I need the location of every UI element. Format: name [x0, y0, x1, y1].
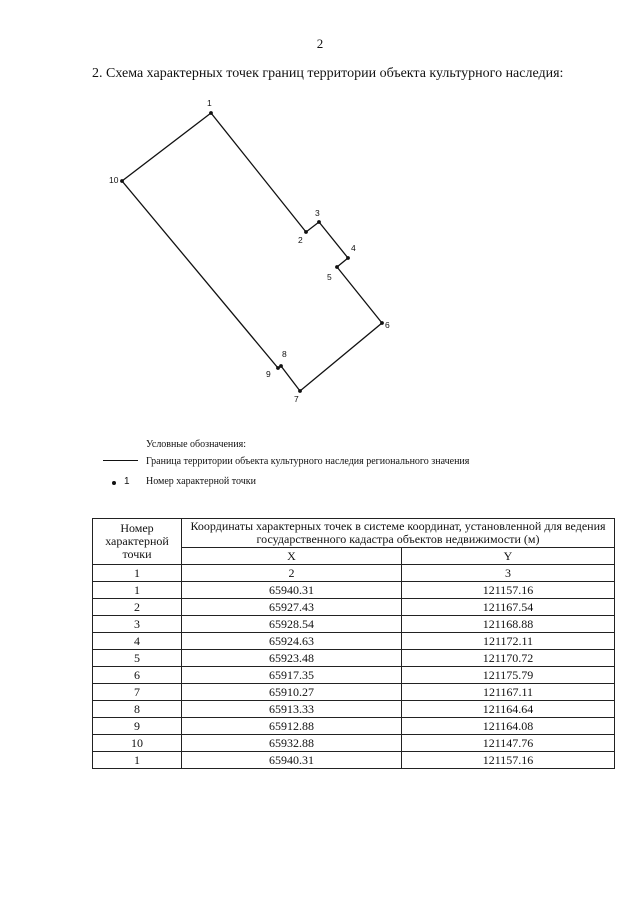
- point-number-cell: 9: [93, 718, 182, 735]
- table-row: [93, 582, 615, 599]
- point-label-6: 6: [385, 320, 390, 330]
- table-row: [93, 752, 615, 769]
- legend-boundary-line: [103, 460, 138, 461]
- x-coordinate-cell: 65924.63: [182, 633, 402, 650]
- coordinates-table: [92, 518, 615, 769]
- point-label-4: 4: [351, 243, 356, 253]
- index-cell: 1: [93, 565, 182, 582]
- table-row: [93, 667, 615, 684]
- x-coordinate-cell: 65917.35: [182, 667, 402, 684]
- y-coordinate-cell: 121147.76: [402, 735, 615, 752]
- boundary-polygon: [122, 113, 382, 391]
- table-row: [93, 718, 615, 735]
- point-marker-3: [317, 220, 321, 224]
- x-coordinate-cell: 65912.88: [182, 718, 402, 735]
- point-marker-2: [304, 230, 308, 234]
- point-marker-1: [209, 111, 213, 115]
- point-label-2: 2: [298, 235, 303, 245]
- point-number-cell: 6: [93, 667, 182, 684]
- y-coordinate-cell: 121167.54: [402, 599, 615, 616]
- point-marker-9: [276, 366, 280, 370]
- point-number-cell: 10: [93, 735, 182, 752]
- table-row: [93, 599, 615, 616]
- point-marker-6: [380, 321, 384, 325]
- boundary-scheme: [0, 0, 640, 420]
- y-coordinate-cell: 121172.11: [402, 633, 615, 650]
- x-coordinate-cell: 65928.54: [182, 616, 402, 633]
- x-coordinate-cell: 65940.31: [182, 582, 402, 599]
- point-number-cell: 1: [93, 582, 182, 599]
- point-marker-4: [346, 256, 350, 260]
- x-coordinate-cell: 65940.31: [182, 752, 402, 769]
- legend-point-text: Номер характерной точки: [146, 476, 256, 487]
- point-number-cell: 3: [93, 616, 182, 633]
- y-coordinate-cell: 121170.72: [402, 650, 615, 667]
- page-number: 2: [316, 36, 324, 51]
- point-marker-10: [120, 179, 124, 183]
- legend-title: Условные обозначения:: [146, 439, 247, 450]
- point-label-1: 1: [207, 98, 212, 108]
- header-coordinates: Координаты характерных точек в системе координат, установленной для ведения государственного кадастра объектов недвижимости (м): [182, 519, 615, 548]
- header-y: Y: [402, 548, 615, 565]
- table-row: [93, 616, 615, 633]
- x-coordinate-cell: 65910.27: [182, 684, 402, 701]
- legend-point-number: 1: [124, 476, 130, 487]
- index-cell: 2: [182, 565, 402, 582]
- legend-boundary-text: Граница территории объекта культурного наследия регионального значения: [146, 456, 470, 467]
- table-row: [93, 735, 615, 752]
- header-point-number: Номер характерной точки: [93, 519, 182, 565]
- y-coordinate-cell: 121157.16: [402, 582, 615, 599]
- point-number-cell: 5: [93, 650, 182, 667]
- y-coordinate-cell: 121168.88: [402, 616, 615, 633]
- section-title: 2. Схема характерных точек границ территории объекта культурного наследия:: [92, 66, 564, 81]
- point-label-5: 5: [327, 272, 332, 282]
- table-row: [93, 650, 615, 667]
- x-coordinate-cell: 65932.88: [182, 735, 402, 752]
- y-coordinate-cell: 121167.11: [402, 684, 615, 701]
- point-number-cell: 2: [93, 599, 182, 616]
- point-label-9: 9: [266, 369, 271, 379]
- x-coordinate-cell: 65913.33: [182, 701, 402, 718]
- table-index-row: [93, 565, 615, 582]
- y-coordinate-cell: 121175.79: [402, 667, 615, 684]
- point-number-cell: 1: [93, 752, 182, 769]
- point-marker-5: [335, 265, 339, 269]
- point-label-3: 3: [315, 208, 320, 218]
- table-header-row: [93, 519, 615, 548]
- header-x: X: [182, 548, 402, 565]
- legend-point-dot: [112, 481, 116, 485]
- y-coordinate-cell: 121164.64: [402, 701, 615, 718]
- x-coordinate-cell: 65927.43: [182, 599, 402, 616]
- index-cell: 3: [402, 565, 615, 582]
- point-number-cell: 4: [93, 633, 182, 650]
- point-number-cell: 8: [93, 701, 182, 718]
- point-label-7: 7: [294, 394, 299, 404]
- y-coordinate-cell: 121164.08: [402, 718, 615, 735]
- table-row: [93, 633, 615, 650]
- table-row: [93, 684, 615, 701]
- table-row: [93, 701, 615, 718]
- point-number-cell: 7: [93, 684, 182, 701]
- point-label-10: 10: [109, 175, 119, 185]
- x-coordinate-cell: 65923.48: [182, 650, 402, 667]
- point-marker-7: [298, 389, 302, 393]
- point-label-8: 8: [282, 349, 287, 359]
- y-coordinate-cell: 121157.16: [402, 752, 615, 769]
